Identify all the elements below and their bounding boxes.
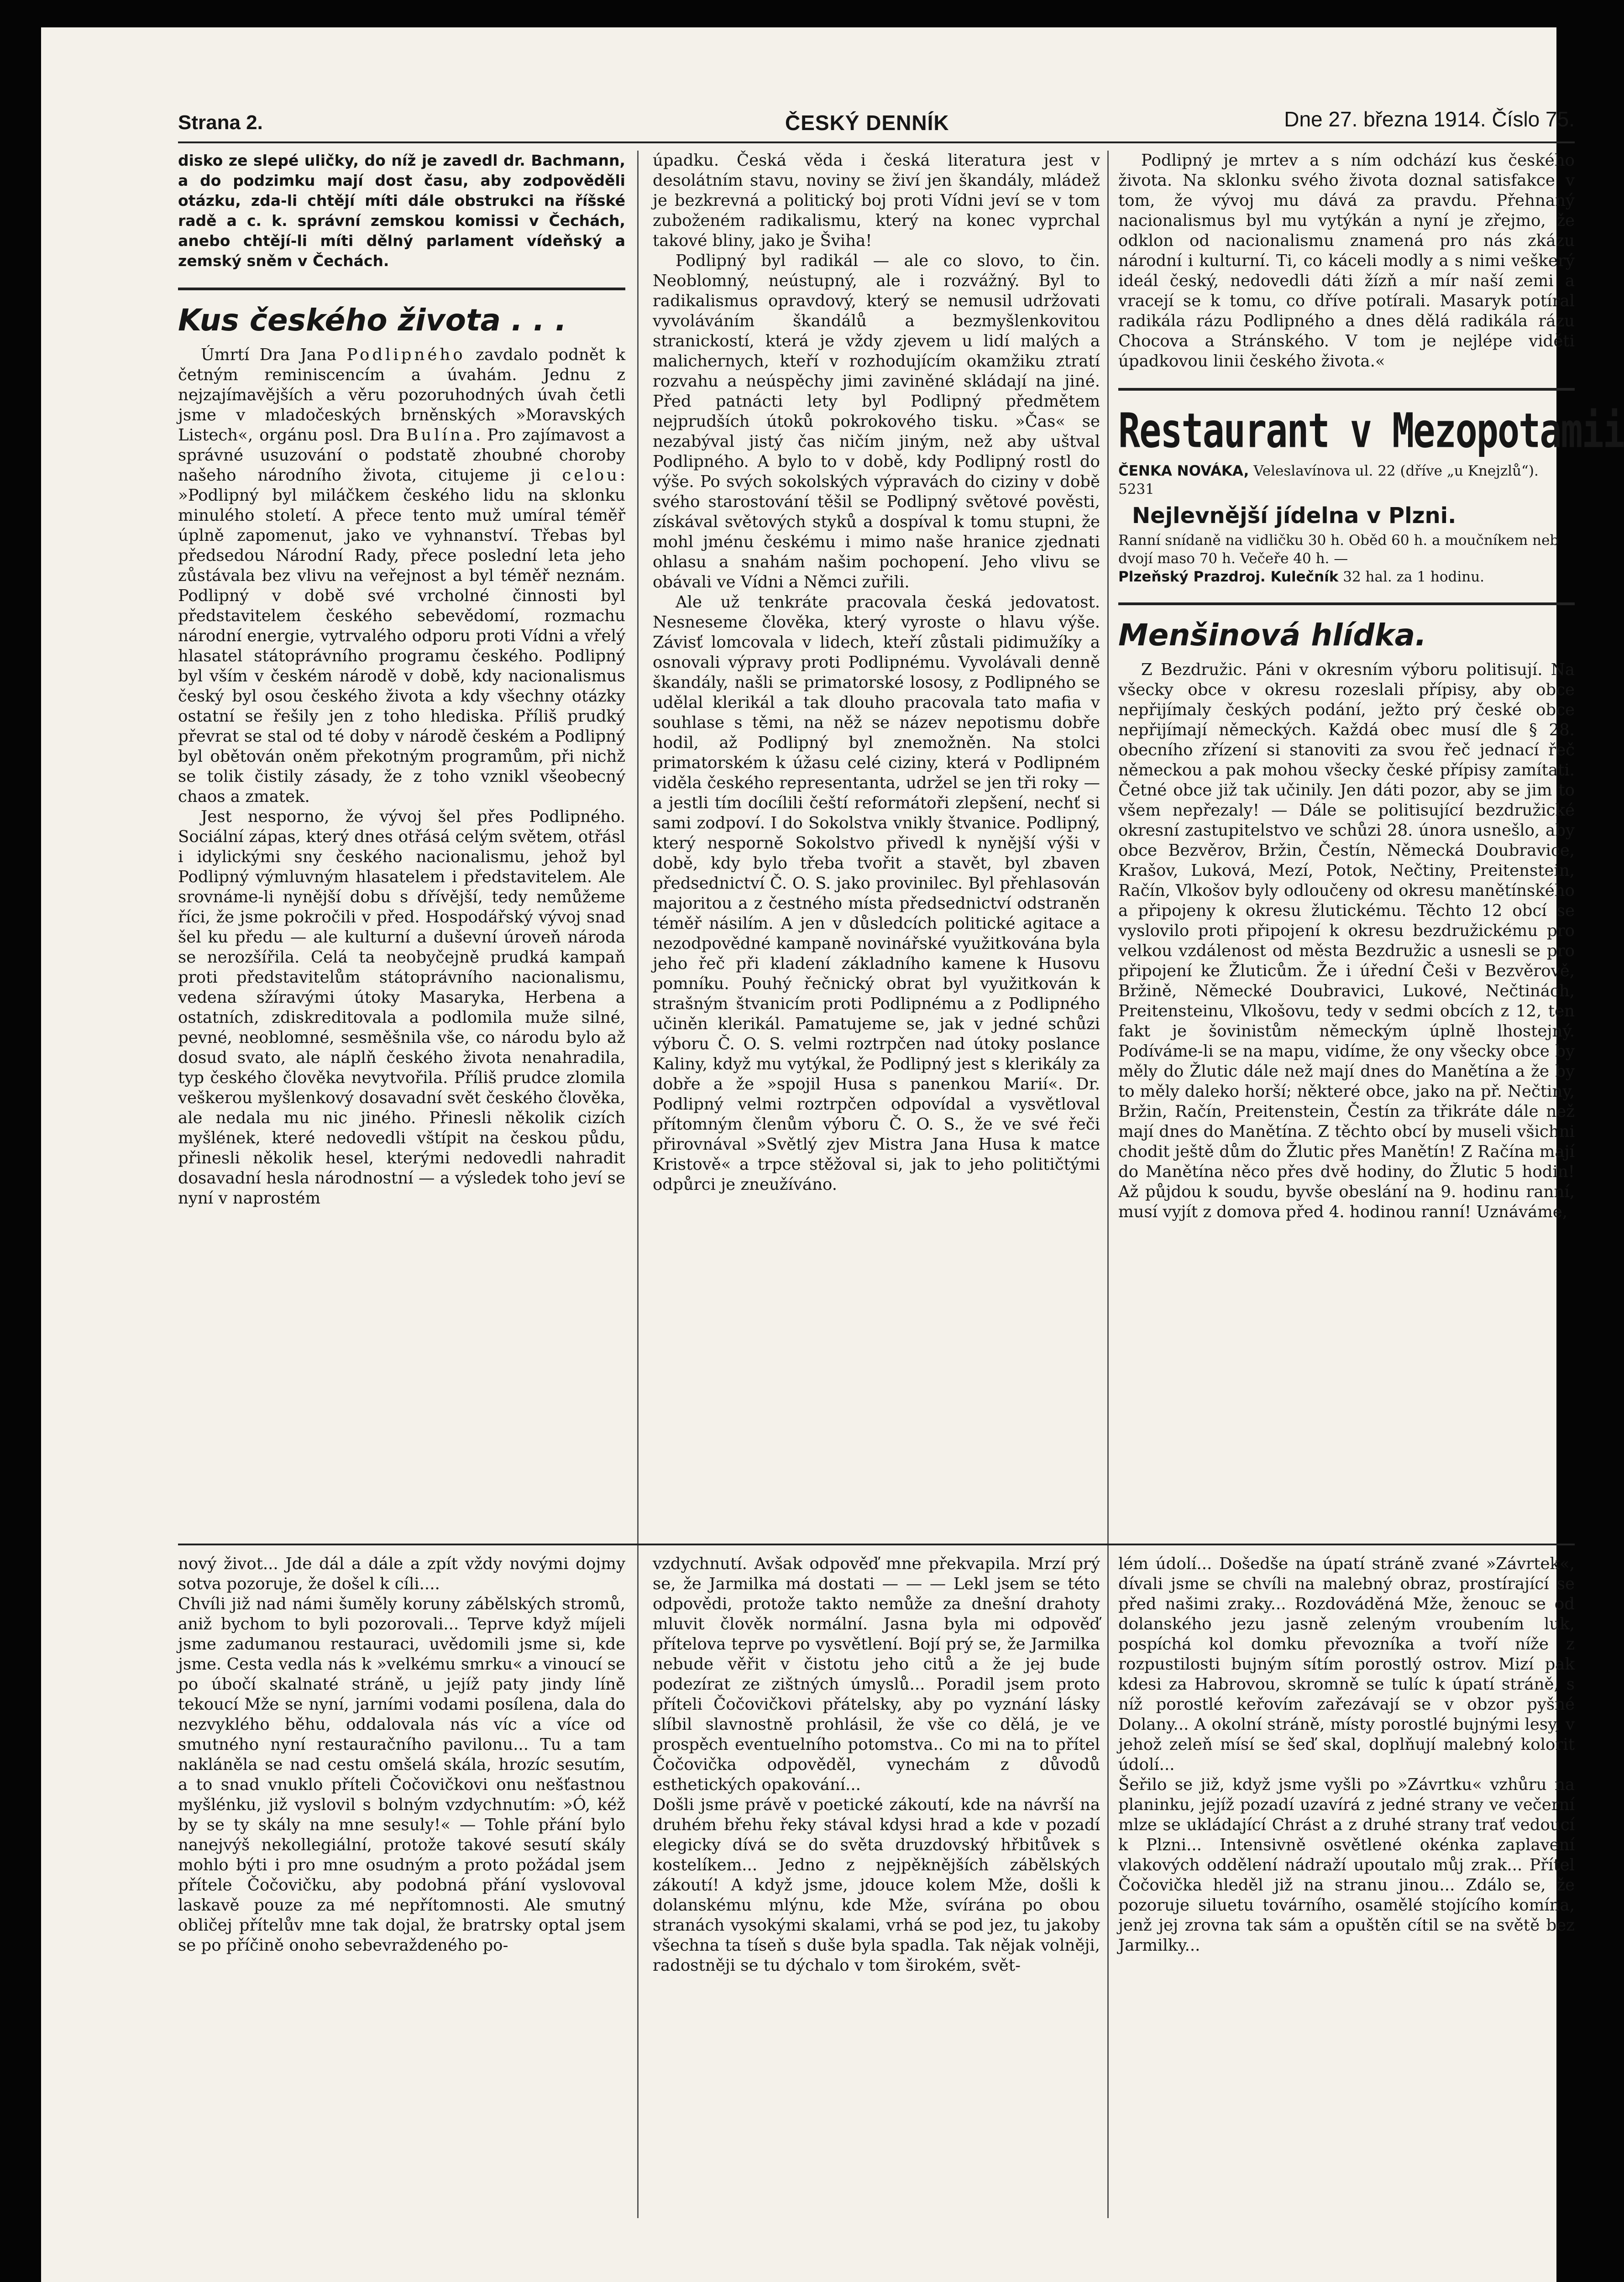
page-number: Strana 2. — [178, 111, 263, 134]
feuilleton-column-3 — [1118, 1554, 1575, 2218]
article-divider — [1118, 602, 1575, 605]
ad-owner — [1118, 462, 1575, 498]
feuilleton-text: vzdychnutí. Avšak odpověď mne překvapila. Mrzí prý se, že Jarmilka má dostati — — — Lekl jsem se této odpovědi, protože takto nemůže za dnešní drahoty mluvit člověk normální. Jasna byla mi odpověď přítelova teprve po vysvětlení. Bojí prý se, že Jarmilka nebude věřit v čistotu jeho citů a že jej bude podezírat ze zištných úmyslů... Poradil jsem proto příteli Čočovičkovi přátelsky, aby po vyznání lásky slíbil slavnostně prohlásil, že vše co dělá, je ve prospěch eventuelního potomstva.. Co mi na to přítel Čočovička odpověděl, vynechám z důvodů esthetických opakování... Došli jsme právě v poetické zákoutí, kde na návrší na druhém břehu řeky stával kdysi hrad a kde v pozadí elegicky dívá se do světa druzdovský hřbitůvek s kostelíkem... Jedno z nejpěknějších zábělských zákoutí! A když jsme, jdouce kolem Mže, došli k dolanskému mlýnu, kde Mže, svírána po obou stranách vysokými skalami, vrhá se pod jez, tu jakoby všechna ta tíseň s duše byla spadla. Tak nějak volněji, radostněji se tu dýchalo v tom širokém, svět- — [653, 1554, 1100, 1975]
ad-prices: Ranní snídaně na vidličku 30 h. Oběd 60 h. a moučníkem neb dvojí maso 70 h. Večeře 40 h. — — [1118, 532, 1559, 567]
ad-title: Restaurant v Mezopotamii — [1118, 403, 1624, 459]
column-3 — [1118, 151, 1624, 1538]
column-divider — [1107, 151, 1109, 2218]
text-run: Úmrtí Dra Jana — [201, 345, 347, 364]
text-run: Plzeňský Prazdroj. Kulečník — [1118, 569, 1339, 585]
article-divider — [178, 288, 625, 290]
column-2 — [653, 151, 1100, 1538]
feuilleton-text: lém údolí... Došedše na úpatí stráně zvané »Závrtek«, dívali jsme se chvíli na malebný obraz, prostírající se před našimi zraky... Rozdováděná Mže, ženouc se od dolanského jezu jasně zeleným vroubením luk, pospíchá kol domku převozníka a tvoří níže z rozpustilosti bujným sítím porostlý ostrov. Mizí pak kdesi za Habrovou, skromně se tulíc k úpatí stráně, s níž porostlé keřovím zařezávají se v obzor pyšné Dolany... A okolní stráně, místy porostlé bujnými lesy, v jehož zeleň mísí se šeď skal, doplňují malebný kolorit údolí... Šeřilo se již, když jsme vyšli po »Závrtku« vzhůru na planinku, jejíž pozadí uzavírá z jedné strany ve večerní mlze se ukládající Chrást a z druhé strany trať vedoucí k Plzni... Intensivně osvětlené okénka zaplavení vlakových oddělení nádraží upoutalo můj zrak... Přítel Čočovička hleděl již na stranu jinou... Zdálo se, že pozoruje siluetu továrního, osamělé stojícího komína, jenž jej zrovna tak sám a opuštěn cítil se na světě bez Jarmilky... — [1118, 1554, 1575, 1955]
date-issue: Dne 27. března 1914. Číslo 75. — [1284, 107, 1575, 131]
text-run: Bulína — [406, 426, 476, 445]
text-run: celou — [562, 466, 620, 485]
article-paragraph: úpadku. Česká věda i česká literatura jest v desolátním stavu, noviny se živí jen škandály, mládež je bezkrevná a politický boj proti Vídni jeví se v tom zuboženém radikalismu, který na konec vyprchal takové bliny, jako je Šviha! — [653, 151, 1100, 250]
page-header — [178, 91, 1575, 143]
masthead: ČESKÝ DENNÍK — [785, 111, 949, 135]
continued-text: disko ze slepé uličky, do níž je zavedl dr. Bachmann, a do podzimku mají dost času, aby zodpověděli otázku, zda-li chtějí míti dále obstrukci na říšské radě a c. k. správní zemskou komissi v Čechách, anebo chtějí-li míti dělný parlament vídeňský a zemský sněm v Čechách. — [178, 152, 625, 270]
text-run: : »Podlipný byl miláčkem českého lidu na sklonku minulého století. A přece tento muž umíral téměř úplně zapomenut, jako ve vyhnanství. Třebas byl předsedou Národní Rady, přece poslední leta jeho zůstávala bez vlivu na veřejnost a byl téměř neznám. Podlipný v době své vrcholné činnosti byl představitelem českého sebevědomí, rozmachu národní energie, vytrvalého odporu proti Vídni a vřelý hlasatel státoprávního programu českého. Podlipný byl vším v českém národě v době, kdy nacionalismus český byl osou českého života a kdy všechny otázky ostatní se řešily jen z toho hlediska. Příliš prudký převrat se stal od té doby v národě českém a Podlipný byl obětován oněm překotným programům, při nichž se tolik čistily zásady, že z toho vznikl všeobecný chaos a zmatek. — [178, 466, 625, 806]
feuilleton-column-1 — [178, 1554, 625, 2218]
article-paragraph — [178, 345, 625, 807]
column-divider — [637, 151, 639, 2218]
article-paragraph: Z Bezdružic. Páni v okresním výboru politisují. Na všecky obce v okresu rozeslali přípisy, aby obce nepřijímaly českých podání, ježto prý české obce nepřijímají německých. Každá obec musí dle § 28. obecního zřízení si stanoviti za svou řeč jednací řeč německou a pak mohou všecky české přípisy zamítati. Četné obce již tak učinily. Jen dáti pozor, aby se jim to všem nepřezaly! — Dále se politisující bezdružické okresní zastupitelstvo ve schůzi 28. února usnešlo, aby obce Bezvěrov, Bržin, Čestín, Německá Doubravice, Krašov, Luková, Mezí, Potok, Nečtiny, Preitenstein, Račín, Vlkošov byly odloučeny od okresu manětínského a připojeny k okresu žlutickému. Těchto 12 obcí se vyslovilo proti připojení k okresu bezdružickému pro velkou vzdálenost od města Bezdružic a usnesli se pro připojení ke Žluticům. Že i úřední Češi v Bezvěrově, Bržině, Německé Doubravici, Lukové, Nečtinách, Preitensteinu, Vlkošovu, tedy v sedmi obcích z 12, ten fakt je šovinistům německým úplně lhostejný. Podíváme-li se na mapu, vidíme, že ony všecky obce by měly do Žlutic dále než mají dnes do Manětína a že by to měly daleko horší; některé obce, jako na př. Nečtiny, Bržin, Račín, Preitenstein, Čestín za třikráte dále než mají dnes do Manětína. Z těchto obcí by museli všichni chodit ještě dům do Žlutic přes Manětín! Z Račína mají do Manětína něco přes dvě hodiny, do Žlutic 5 hodin! Až půjdou k soudu, byvše obeslání na 9. hodinu ranní, musí vyjít z domova před 4. hodinou ranní! Uznáváme, — [1118, 660, 1575, 1221]
feuilleton-text: nový život... Jde dál a dále a zpít vždy novými dojmy sotva pozoruje, že došel k cíli.... Chvíli již nad námi šuměly koruny zábělských stromů, aniž bychom to byli pozorovali... Teprve když míjeli jsme zadumanou restauraci, uvědomili jsme si, kde jsme. Cesta vedla nás k »velkému smrku« a vinoucí se po úbočí skalnaté stráně, u jejíž paty jindy líně tekoucí Mže se nyní, jarními vodami posílena, dala do nezvyklého běhu, oddalovala nás víc a více od smutného nyní restauračního pavilonu... Tu a tam nakláněla se nad cestu omšelá skála, hrozíc sesutím, a to snad vnuklo příteli Čočovičkovi onu nešťastnou myšlénku, již vyslovil s bolným vzdychnutím: »Ó, kéž by se ty skály na mne sesuly!« — Tohle přání bylo nanejvýš nekollegiální, protože takové sesutí skály mohlo býti i pro mne osudným a proto požádal jsem přítele Čočovičku, aby podobná přání vyslovoval laskavě pouze za mé nepřítomnosti. Ale smutný obličej přítelův mne tak dojal, že bratrsky optal jsem se po příčině onoho sebevraždeného po- — [178, 1554, 625, 1955]
article-paragraph: Jest nesporno, že vývoj šel přes Podlipného. Sociální zápas, který dnes otřásá celým světem, otřásl i idylickými sny českého nacionalismu, jehož byl Podlipný výmluvným hlasatelem i představitelem. Ale srovnáme-li nynější dobu s dřívější, tedy nemůžeme říci, že jsme pokročili v před. Hospodářský vývoj snad šel ku předu — ale kulturní a duševní úroveň národa se nerozšířila. Celá ta neobyčejně prudká kampaň proti představitelům státoprávního nacionalismu, vedena sžíravými útoky Masaryka, Herbena a ostatních, zdiskreditovala a podlomila muže silné, pevné, neoblomné, sesměšnila vše, co národu bylo až dosud svato, ale náplň českého života nenahradila, typ českého člověka nevytvořila. Příliš prudce zlomila veškerou myšlenkový dosavadní svět českého člověka, ale nedala mu nic jiného. Přinesli několik cizích myšlének, které nedovedli vštípit na českou půdu, přinesli několik hesel, kterými nedovedli nahradit dosavadní hesla národnostní — a výsledek toho jeví se nyní v naprostém — [178, 807, 625, 1208]
feuilleton-column-2 — [653, 1554, 1100, 2218]
ad-slogan: Nejlevnější jídelna v Plzni. — [1132, 503, 1456, 529]
text-run: 32 hal. za 1 hodinu. — [1338, 569, 1485, 585]
article-paragraph: Podlipný je mrtev a s ním odchází kus českého života. Na sklonku svého života doznal satisfakce v tom, že vývoj mu dává za pravdu. Přehnaný nacionalismus byl mu vytýkán a nyní je zřejmo, že odklon od nacionalismu znamená pro nás zkázu národní i kulturní. Ti, co káceli modly a s nimi veškerý ideál český, nedovedli dáti žízň a mír naší zemi a vracejí se k tomu, co dříve potírali. Masaryk potíral radikála rázu Podlipného a dnes dělá radikála rázu Chocova a Stránského. V tom je nejlépe viděti úpadkovou linii českého života.« — [1118, 151, 1575, 371]
text-run: Veleslavínova ul. 22 (dříve „u Knejzlů“). 5231 — [1118, 463, 1539, 497]
newspaper-page — [41, 27, 1624, 2282]
feuilleton-divider — [178, 1544, 1575, 1545]
text-run: Podlipného — [346, 345, 466, 364]
text-run: zavdalo podnět k četným reminiscencím a úvahám. Jednu z nejzajímavějších a věru pozoruhodných úvah četli jsme v mladočeských brněnských »Moravských Listech«, orgánu posl. Dra — [178, 345, 625, 445]
text-run: . Pro zajímavost a správné usuzování o podstatě zhoubné choroby našeho národního života, citujeme ji — [178, 426, 626, 485]
article-paragraph: Podlipný byl radikál — ale co slovo, to čin. Neoblomný, neústupný, ale i rozvážný. Byl to radikalismus opravdový, který se nemusil udržovati vyvoláváním škandálů a bezmyšlenkovitou stranickostí, která je vždy zjevem u lidí malých a malichernych, kteří v rozhodujícím okamžiku ztratí rozvahu a neúspěchy jimi zaviněné skládají na jiné. Před patnácti lety byl Podlipný předmětem nejprudších útoků pokrokového tisku. »Čas« se nezabýval jistý čas ničím jiným, než aby uštval Podlipného. A bylo to v době, kdy Podlipný rostl do výše. Po svých sokolských výpravách do ciziny v době svého starostování těšil se Podlipný světové pověsti, získával světových styků a dospíval k tomu stupni, že mohl jménu českému i mimo naše hranice zjednati ohlasu a snahám našim pochopení. Jeho vlivu se obávali ve Vídni a Němci zuřili. — [653, 251, 1100, 591]
article-title: Kus českého života . . . — [178, 303, 567, 338]
ad-beer — [1118, 568, 1575, 586]
section-title: Menšinová hlídka. — [1118, 618, 1427, 653]
column-1 — [178, 151, 625, 1538]
text-run: ČENKA NOVÁKA, — [1118, 463, 1249, 479]
article-divider — [1118, 388, 1575, 391]
article-paragraph: Ale už tenkráte pracovala česká jedovatost. Nesneseme člověka, který vyroste o hlavu výše. Závisť lomcovala v lidech, kteří zůstali pidimužíky a osnovali výpravy proti Podlipnému. Vyvolávali denně škandály, našli se primatorské lososy, z Podlipného se udělal klerikál a tak dlouho pracovala tato mafia v souhlase s těmi, na něž se název nepotismu dobře hodil, až Podlipný byl znemožněn. Na stolci primatorském k úžasu celé ciziny, která v Podlipném viděla českého representanta, udržel se jen tři roky — a jestli tím docílili čeští reformátoři zlepšení, nechť si sami zodpoví. I do Sokolstva vnikly štvanice. Podlipný, který nesporně Sokolstvo přivedl k nynější výši v době, kdy bylo třeba tvořit a stavět, byl zbaven předsednictví Č. O. S. jako provinilec. Byl přehlasován majoritou a z čestného místa předsednictví odstraněn téměř násilím. A jen v důsledcích politické agitace a nezodpovědné kampaně novinářské využitkována byla jeho řeč při kladení základního kamene k Husovu pomníku. Pouhý řečnický obrat byl využitkován k strašným štvanicím proti Podlipnému a z Podlipného učiněn klerikál. Pamatujeme se, jak v jedné schůzi výboru Č. O. S. velmi roztrpčen nad útoky poslance Kaliny, když mu vytýkal, že Podlipný jest s klerikály za dobře a že »spojil Husa s panenkou Marií«. Dr. Podlipný velmi roztrpčen odpovídal a vysvětloval přítomným členům výboru Č. O. S., že ve své řeči přirovnával »Světlý zjev Mistra Jana Husa k matce Kristově« a trpce stěžoval si, jak to jeho političtými odpůrci je zneužíváno. — [653, 593, 1100, 1194]
restaurant-advertisement — [1118, 403, 1624, 586]
